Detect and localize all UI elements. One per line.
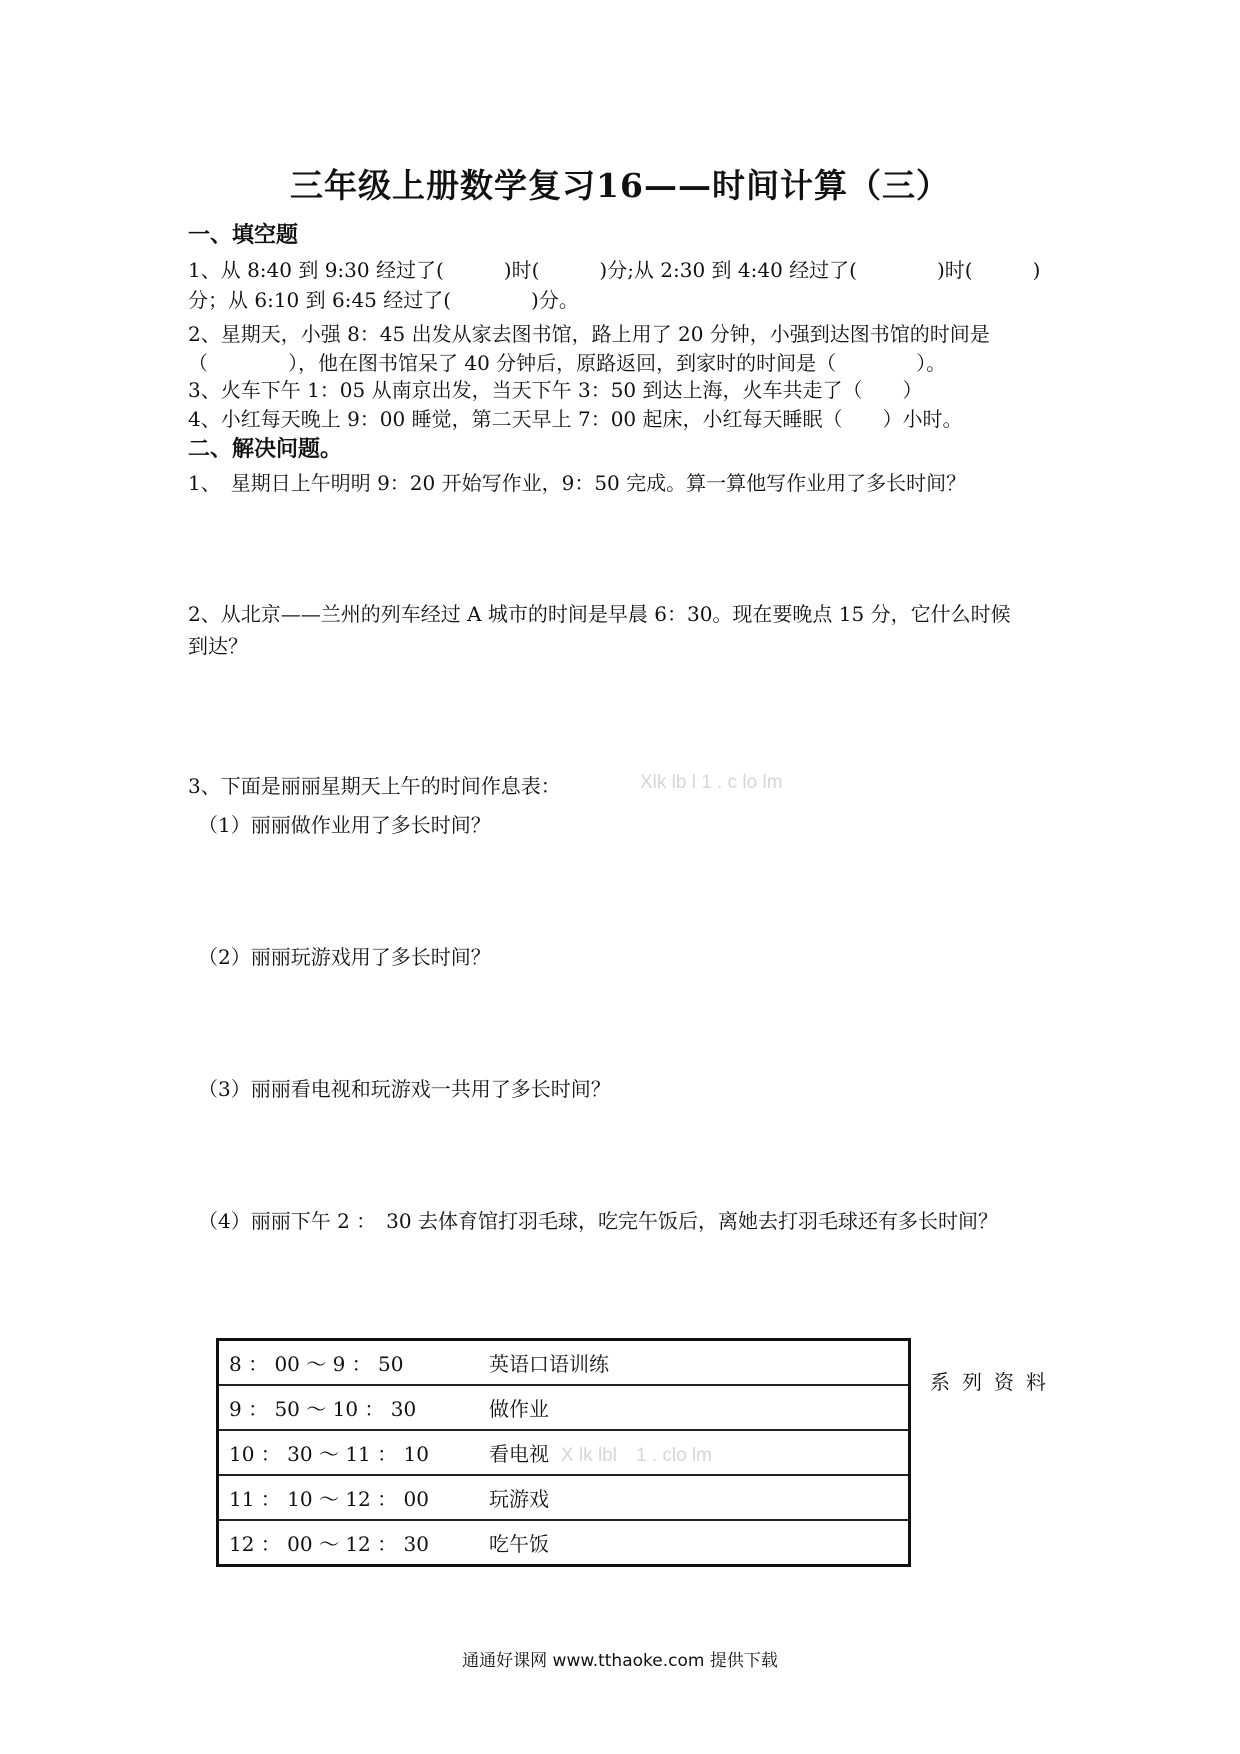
fill-blank-line-3: 2、星期天，小强 8：45 出发从家去图书馆，路上用了 20 分钟，小强到达图书馆的时间是 — [188, 322, 990, 346]
table-row — [218, 1430, 910, 1475]
schedule-activity-label: 看电视 — [489, 1442, 549, 1466]
fill-blank-line-4: （ ），他在图书馆呆了 40 分钟后，原路返回，到家时的时间是（ ）。 — [188, 351, 947, 375]
table-row — [218, 1340, 910, 1386]
fill-blank-line-1: 1、从 8:40 到 9:30 经过了( )时( )分;从 2:30 到 4:40 经过了( )时( ) — [188, 258, 1041, 282]
watermark-text: Xlk lb l 1 . c lo lm — [640, 772, 783, 793]
sub-question-3: （3）丽丽看电视和玩游戏一共用了多长时间？ — [198, 1077, 611, 1101]
schedule-time: 11 ： 10 ～ 12 ： 00 — [218, 1475, 490, 1520]
table-row — [218, 1385, 910, 1430]
problem-1: 1、 星期日上午明明 9：20 开始写作业，9：50 完成。算一算他写作业用了多长时间？ — [188, 471, 967, 495]
sub-question-1: （1）丽丽做作业用了多长时间？ — [198, 813, 491, 837]
footer-credit: 通通好课网 www.tthaoke.com 提供下载 — [462, 1651, 778, 1671]
schedule-time: 9 ： 50 ～ 10 ： 30 — [218, 1385, 490, 1430]
table-row — [218, 1475, 910, 1520]
table-row — [218, 1520, 910, 1566]
problem-2-line-2: 到达？ — [188, 634, 248, 658]
page-title: 三年级上册数学复习16——时间计算（三） — [290, 166, 950, 205]
schedule-table — [216, 1338, 911, 1567]
schedule-activity: 玩游戏 — [489, 1475, 910, 1520]
sub-question-4: （4）丽丽下午 2 ： 30 去体育馆打羽毛球，吃完午饭后，离她去打羽毛球还有多长时间？ — [198, 1209, 998, 1233]
section-heading-problems: 二、解决问题。 — [188, 437, 343, 462]
schedule-activity — [489, 1430, 910, 1475]
problem-2-line-1: 2、从北京——兰州的列车经过 A 城市的时间是早晨 6：30。现在要晚点 15 分，它什么时候 — [188, 602, 1011, 626]
sub-question-2: （2）丽丽玩游戏用了多长时间？ — [198, 945, 491, 969]
schedule-activity: 英语口语训练 — [489, 1340, 910, 1386]
series-label: 系列资料 — [930, 1370, 1058, 1394]
fill-blank-line-2: 分；从 6:10 到 6:45 经过了( )分。 — [188, 288, 579, 312]
section-heading-fill-blank: 一、填空题 — [188, 223, 299, 248]
fill-blank-line-5: 3、火车下午 1：05 从南京出发，当天下午 3：50 到达上海，火车共走了（ ） — [188, 378, 923, 402]
schedule-activity: 吃午饭 — [489, 1520, 910, 1566]
schedule-time: 12 ： 00 ～ 12 ： 30 — [218, 1520, 490, 1566]
fill-blank-line-6: 4、小红每天晚上 9：00 睡觉，第二天早上 7：00 起床，小红每天睡眠（ ）小时。 — [188, 407, 963, 431]
watermark-text: X lk lbl 1 . clo lm — [561, 1445, 712, 1466]
schedule-time: 8 ： 00 ～ 9 ： 50 — [218, 1340, 490, 1386]
problem-3: 3、下面是丽丽星期天上午的时间作息表： — [188, 774, 561, 798]
schedule-time: 10 ： 30 ～ 11 ： 10 — [218, 1430, 490, 1475]
schedule-activity: 做作业 — [489, 1385, 910, 1430]
